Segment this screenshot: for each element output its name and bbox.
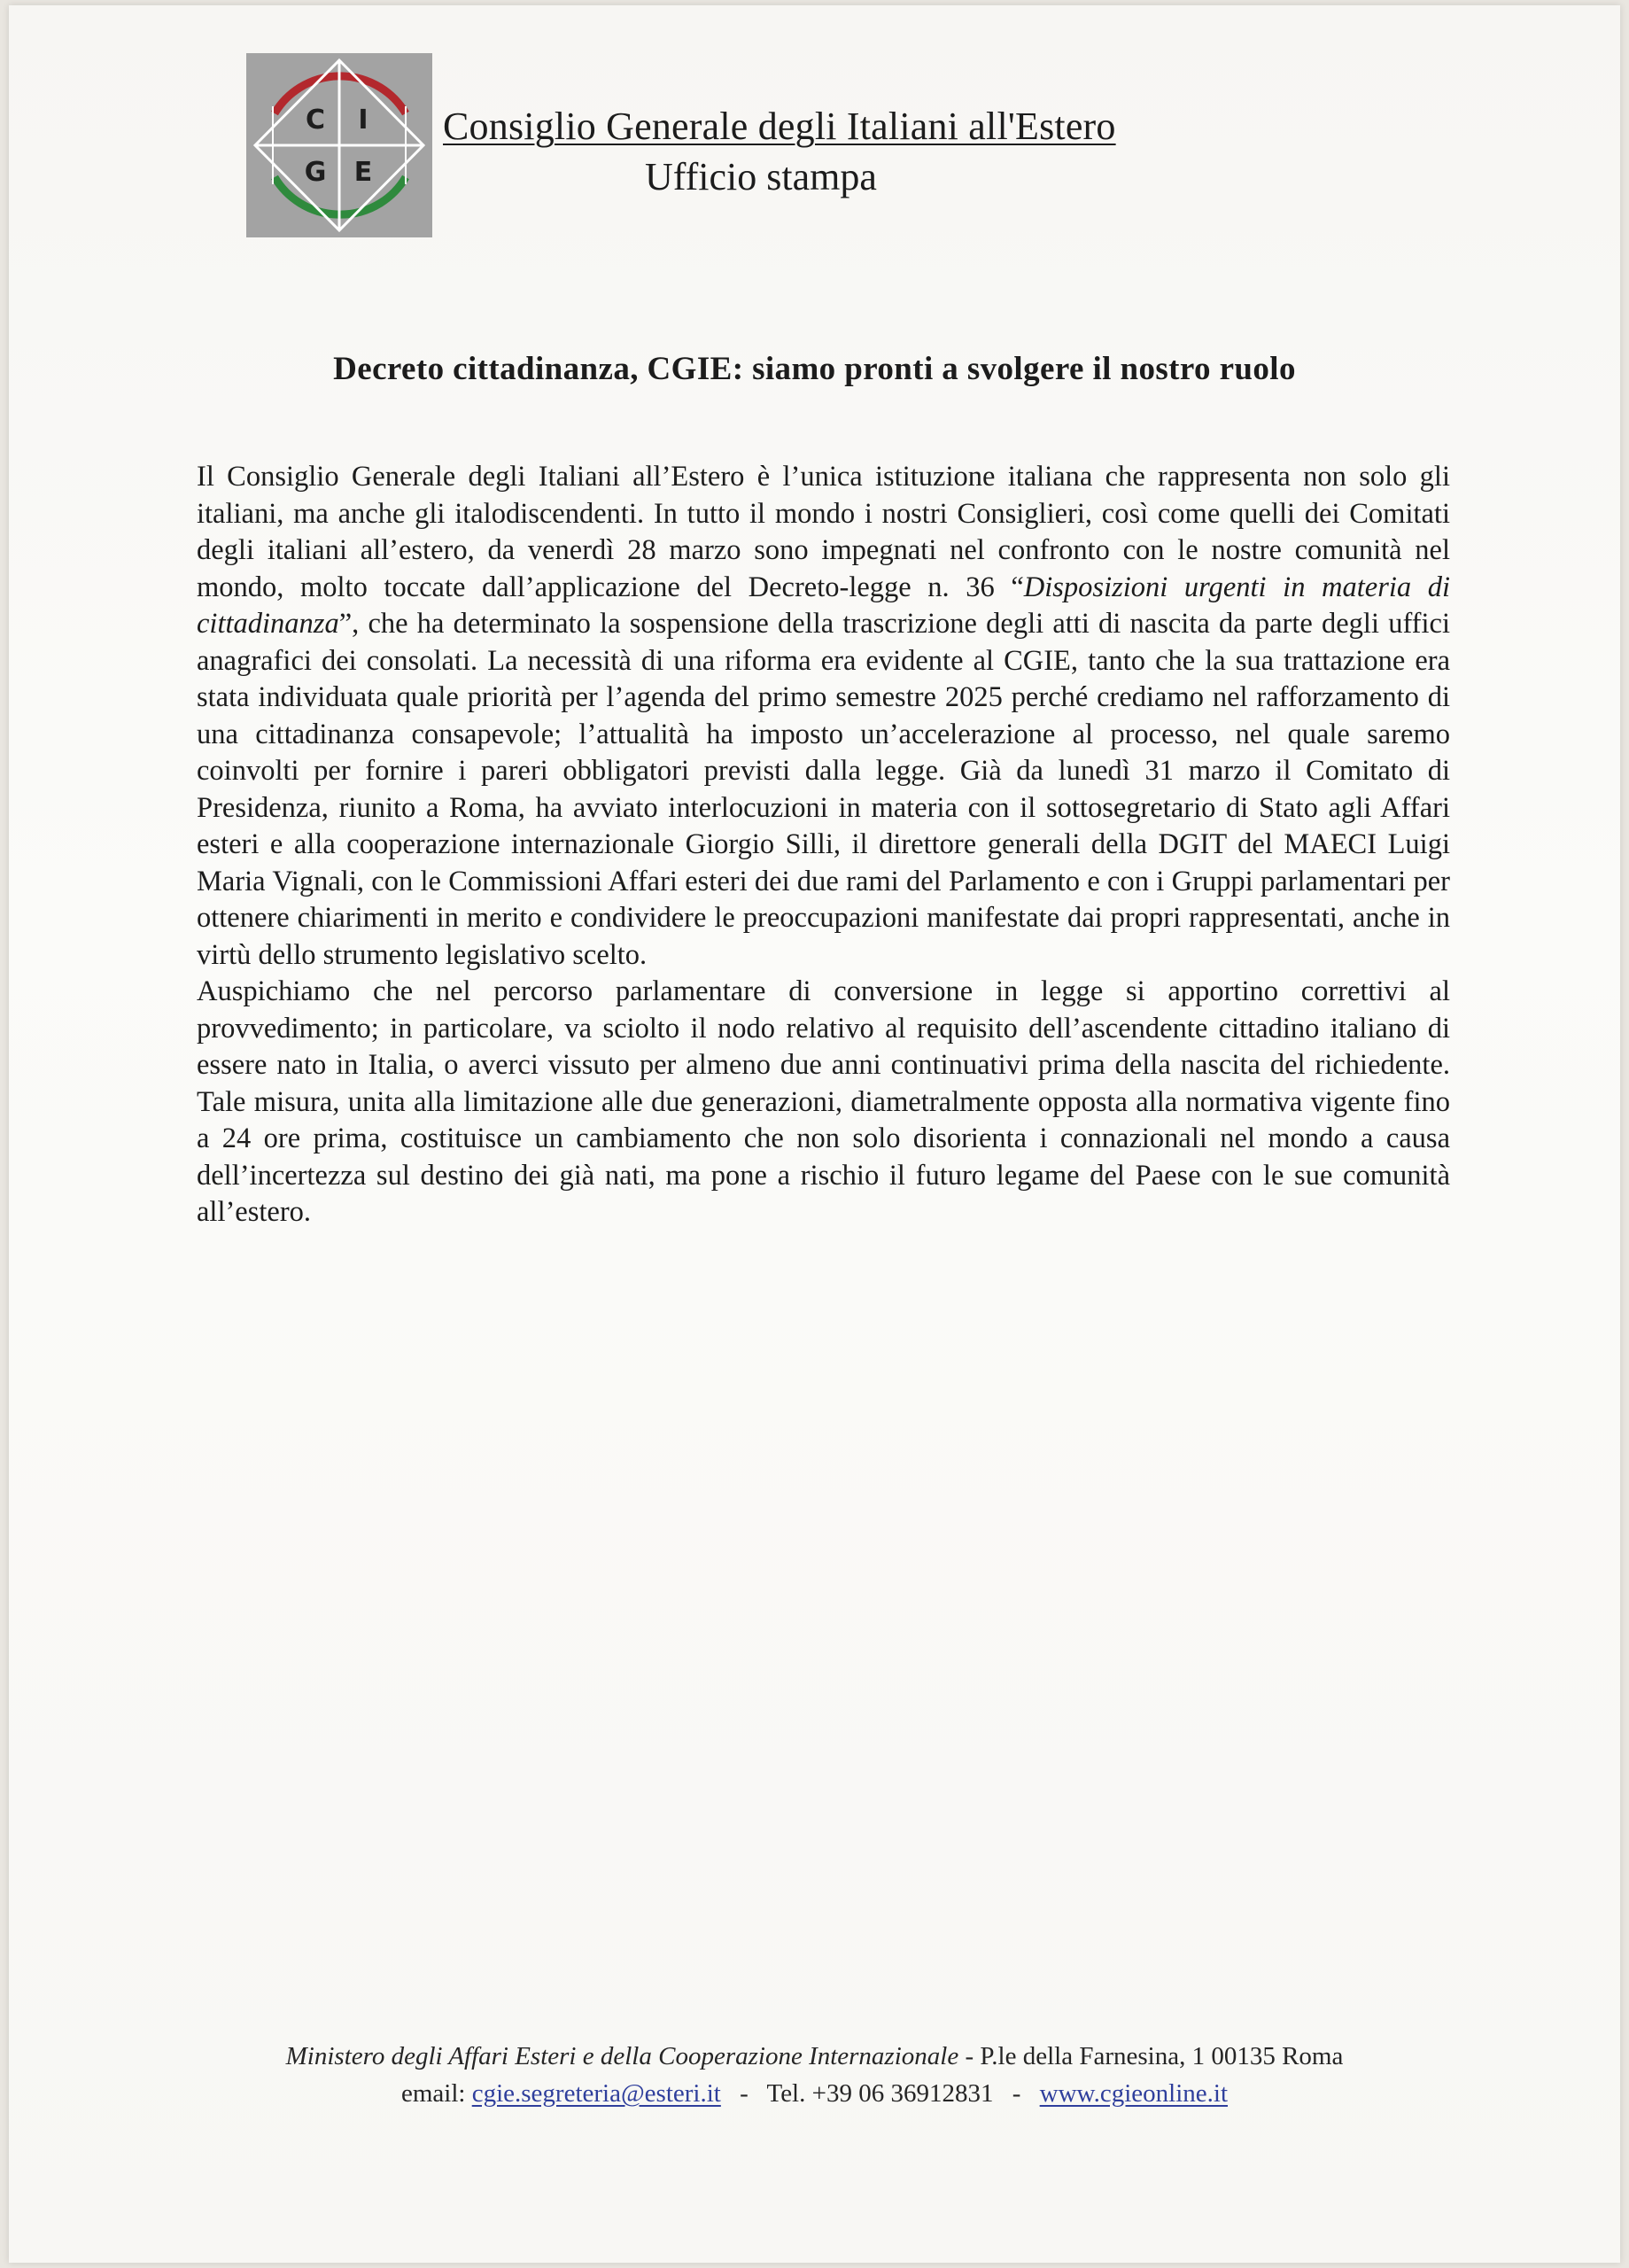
logo-letter-g: G: [304, 157, 327, 188]
document-body: [197, 459, 1450, 1231]
letterhead-text: [443, 103, 1240, 202]
footer-dash: -: [965, 2042, 974, 2070]
paragraph-1-intro: Il Consiglio Generale degli Italiani all’Estero è l’unica istituzione italiana che rappresenta non solo gli italiani, ma anche gli italodiscendenti. In tutto il mondo i nostri Consiglieri, così come quelli dei Comitati degli italiani all’estero, da venerdì 28 marzo sono impegnati nel confronto con le nostre comunità nel mondo, molto toccate dall’applicazione del Decreto-legge n. 36 “: [197, 461, 1450, 603]
body-paragraph-2: Auspichiamo che nel percorso parlamentare di conversione in legge si apportino correttivi al provvedimento; in particolare, va sciolto il nodo relativo al requisito dell’ascendente cittadino italiano di essere nato in Italia, o averci vissuto per almeno due anni continuativi prima della nascita del richiedente. Tale misura, unita alla limitazione alle due generazioni, diametralmente opposta alla normativa vigente fino a 24 ore prima, costituisce un cambiamento che non solo disorienta i connazionali nel mondo a causa dell’incertezza sul destino dei già nati, ma pone a rischio il futuro legame del Paese con le sue comunità all’estero.: [197, 975, 1450, 1228]
footer-address: P.le della Farnesina, 1 00135 Roma: [980, 2042, 1344, 2070]
email-link[interactable]: cgie.segreteria@esteri.it: [471, 2079, 721, 2108]
email-label: email:: [400, 2079, 466, 2108]
footer: [9, 2038, 1620, 2112]
footer-separator: -: [1012, 2079, 1021, 2108]
logo-letter-e: E: [353, 157, 373, 188]
footer-line-2: [9, 2075, 1620, 2112]
body-paragraph-1: [197, 459, 1450, 974]
decree-title: Disposizioni urgenti in materia di cittadinanza: [197, 571, 1450, 640]
office-name: Ufficio stampa: [645, 155, 877, 198]
website-link[interactable]: www.cgieonline.it: [1039, 2079, 1229, 2108]
paragraph-1-rest: ”, che ha determinato la sospensione della trascrizione degli atti di nascita da parte degli uffici anagrafici dei consolati. La necessità di una riforma era evidente al CGIE, tanto che la sua trattazione era stata individuata quale priorità per l’agenda del primo semestre 2025 perché crediamo nel rafforzamento di una cittadinanza consapevole; l’attualità ha imposto un’accelerazione al processo, nel quale saremo coinvolti per fornire i pareri obbligatori previsti dalla legge. Già da lunedì 31 marzo il Comitato di Presidenza, riunito a Roma, ha avviato interlocuzioni in materia con il sottosegretario di Stato agli Affari esteri e alla cooperazione internazionale Giorgio Silli, il direttore generali della DGIT del MAECI Luigi Maria Vignali, con le Commissioni Affari esteri dei due rami del Parlamento e con i Gruppi parlamentari per ottenere chiarimenti in merito e condividere le preoccupazioni manifestate dai propri rappresentati, anche in virtù dello strumento legislativo scelto.: [197, 608, 1450, 971]
document-title: Decreto cittadinanza, CGIE: siamo pronti a svolgere il nostro ruolo: [333, 351, 1296, 387]
letterhead: [239, 50, 1258, 240]
ministry-name: Ministero degli Affari Esteri e della Cooperazione Internazionale: [285, 2042, 959, 2070]
cgie-logo: [246, 53, 432, 237]
footer-separator: -: [740, 2079, 749, 2108]
logo-letter-i: I: [358, 105, 368, 136]
logo-letter-c: C: [305, 105, 326, 136]
footer-phone: Tel. +39 06 36912831: [766, 2079, 994, 2108]
document-page: [9, 5, 1620, 2263]
footer-line-1: [9, 2038, 1620, 2075]
organization-name: Consiglio Generale degli Italiani all'Estero: [443, 105, 1116, 148]
